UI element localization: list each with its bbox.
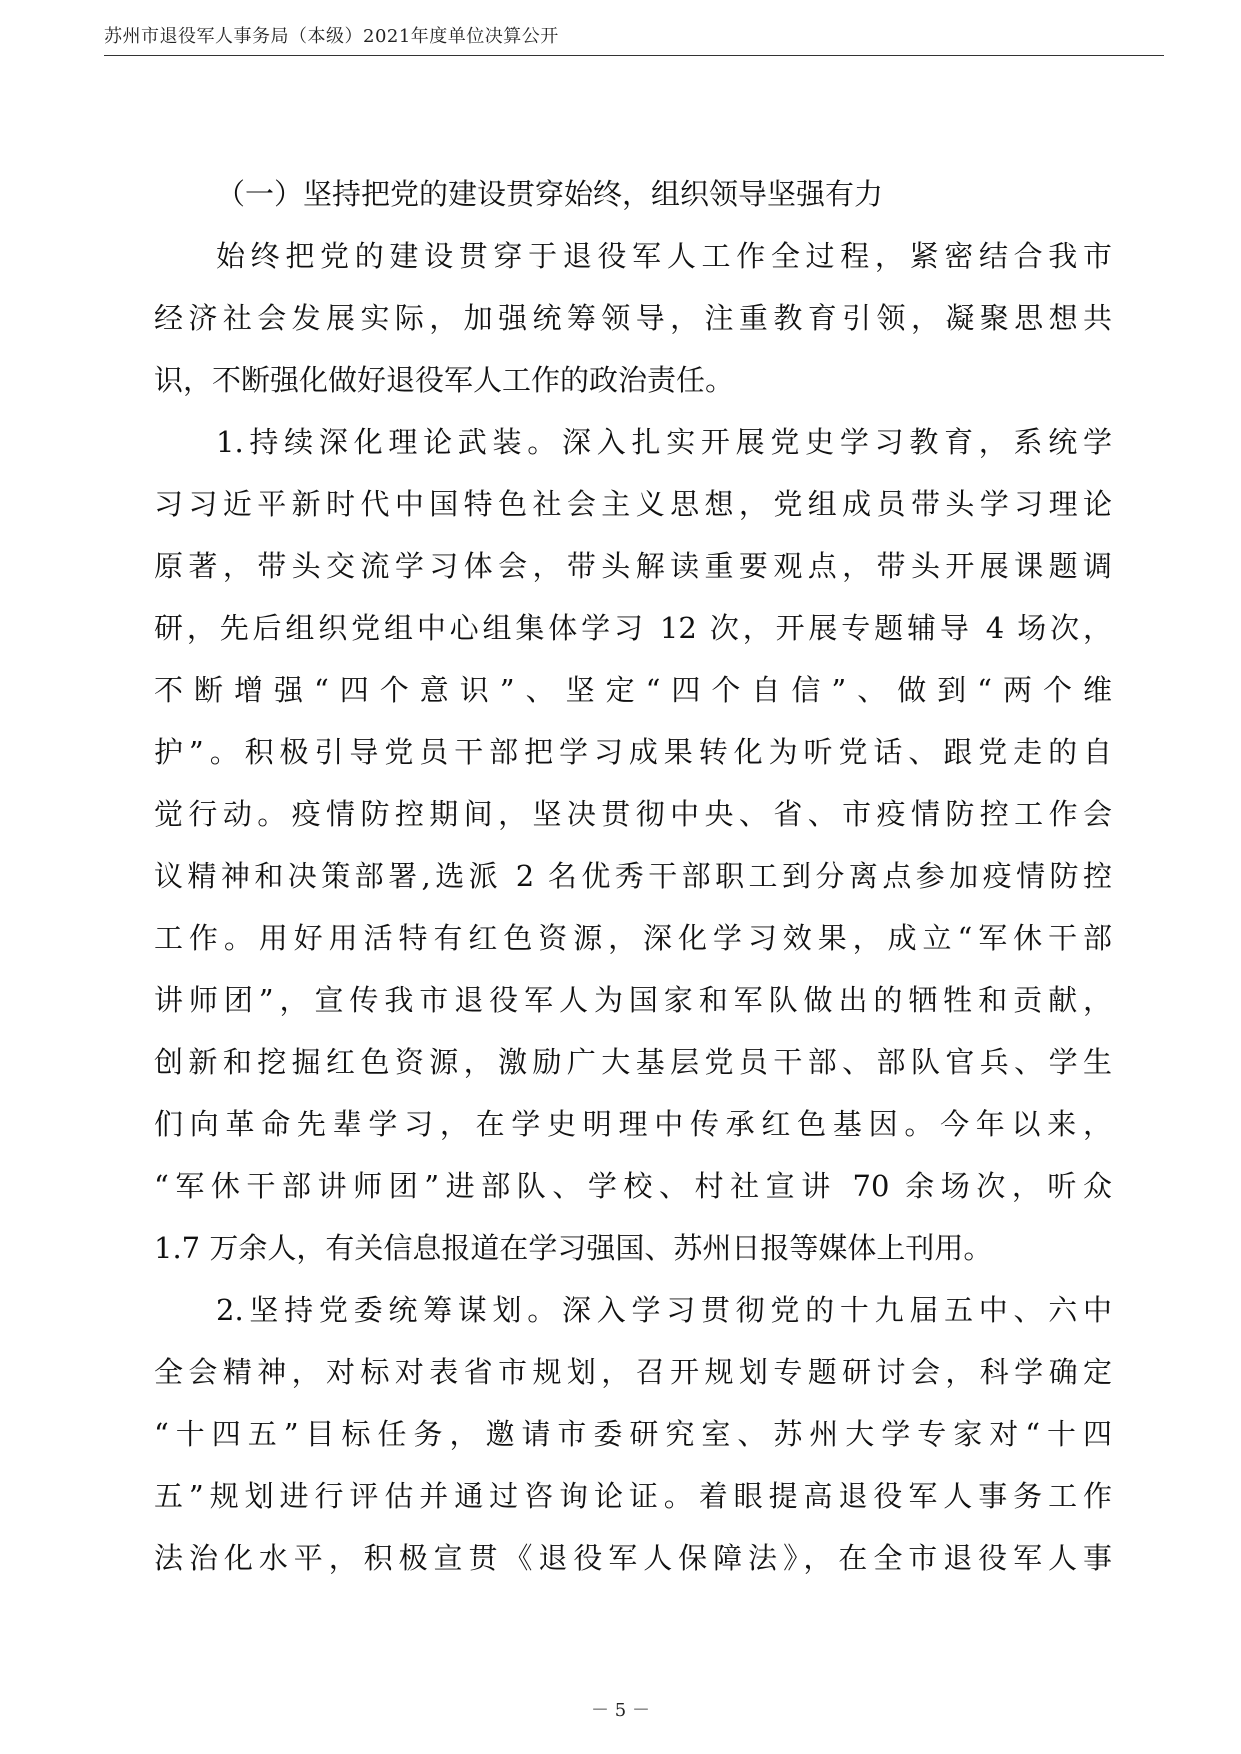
paragraph-line: 1.持续深化理论武装。深入扎实开展党史学习教育，系统学 xyxy=(216,425,1112,459)
paragraph-line: 法治化水平，积极宣贯《退役军人保障法》，在全市退役军人事 xyxy=(154,1541,1112,1575)
paragraph-line: 觉行动。疫情防控期间，坚决贯彻中央、省、市疫情防控工作会 xyxy=(154,797,1112,831)
paragraph-line: 讲师团”，宣传我市退役军人为国家和军队做出的牺牲和贡献， xyxy=(154,983,1112,1017)
paragraph-line: 创新和挖掘红色资源，激励广大基层党员干部、部队官兵、学生 xyxy=(154,1045,1112,1079)
paragraph-line: 五”规划进行评估并通过咨询论证。着眼提高退役军人事务工作 xyxy=(154,1479,1112,1513)
paragraph-line: 经济社会发展实际，加强统筹领导，注重教育引领，凝聚思想共 xyxy=(154,301,1112,335)
paragraph-line: “十四五”目标任务，邀请市委研究室、苏州大学专家对“十四 xyxy=(154,1417,1112,1451)
paragraph-line: 始终把党的建设贯穿于退役军人工作全过程，紧密结合我市 xyxy=(216,239,1112,273)
paragraph-line: 护”。积极引导党员干部把学习成果转化为听党话、跟党走的自 xyxy=(154,735,1112,769)
paragraph-line: 全会精神，对标对表省市规划，召开规划专题研讨会，科学确定 xyxy=(154,1355,1112,1389)
paragraph-line: 习习近平新时代中国特色社会主义思想，党组成员带头学习理论 xyxy=(154,487,1112,521)
page-header-title: 苏州市退役军人事务局（本级）2021年度单位决算公开 xyxy=(104,26,559,47)
paragraph-line: 1.7 万余人，有关信息报道在学习强国、苏州日报等媒体上刊用。 xyxy=(154,1231,993,1265)
header-divider xyxy=(104,55,1164,56)
paragraph-line: “军休干部讲师团”进部队、学校、村社宣讲 70 余场次，听众 xyxy=(154,1169,1112,1203)
section-heading: （一）坚持把党的建设贯穿始终，组织领导坚强有力 xyxy=(216,177,884,211)
paragraph-line: 不断增强“四个意识”、坚定“四个自信”、做到“两个维 xyxy=(154,673,1112,707)
paragraph-line: 议精神和决策部署,选派 2 名优秀干部职工到分离点参加疫情防控 xyxy=(154,859,1112,893)
paragraph-line: 2.坚持党委统筹谋划。深入学习贯彻党的十九届五中、六中 xyxy=(216,1293,1112,1327)
paragraph-line: 工作。用好用活特有红色资源，深化学习效果，成立“军休干部 xyxy=(154,921,1112,955)
paragraph-line: 原著，带头交流学习体会，带头解读重要观点，带头开展课题调 xyxy=(154,549,1112,583)
page-number: － 5 － xyxy=(591,1700,650,1721)
document-body xyxy=(154,163,1112,1589)
paragraph-line: 们向革命先辈学习，在学史明理中传承红色基因。今年以来， xyxy=(154,1107,1112,1141)
paragraph-line: 研，先后组织党组中心组集体学习 12 次，开展专题辅导 4 场次， xyxy=(154,611,1112,645)
paragraph-line: 识，不断强化做好退役军人工作的政治责任。 xyxy=(154,363,735,397)
